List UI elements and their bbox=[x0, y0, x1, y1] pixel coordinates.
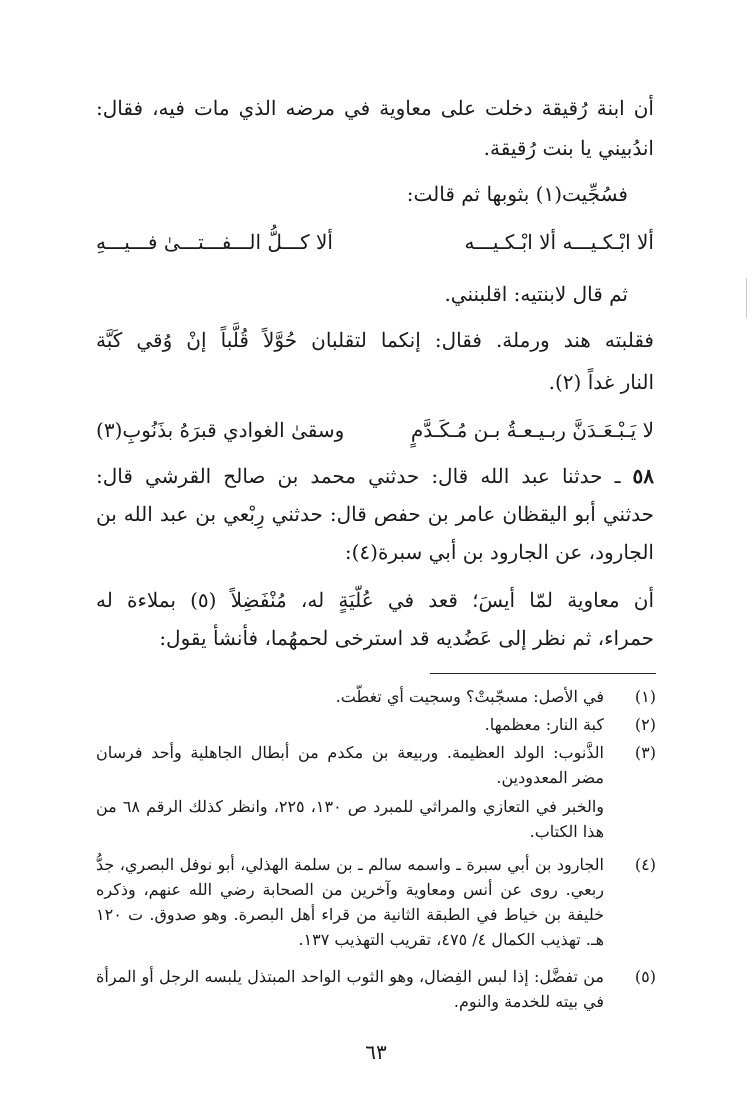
text-line-4: ثم قال لابنتيه: اقلبنني. bbox=[444, 282, 628, 306]
footnote-text: والخبر في التعازي والمراثي للمبرد ص ١٣٠، ٢٢٥، وانظر كذلك الرقم ٦٨ من هذا الكتاب. bbox=[96, 797, 604, 841]
text-line-7: ٥٨ ـ حدثنا عبد الله قال: حدثني محمد بن صالح القرشي قال: bbox=[96, 464, 654, 488]
verse-1-second-hemistich: ألا كـــلُّ الـــفـــتـــىٰ فـــيـــهِ bbox=[96, 230, 333, 254]
footnote-text: كبة النار: معظمها. bbox=[484, 715, 604, 734]
text-line-3: فسُجِّيت(١) بثوبها ثم قالت: bbox=[406, 182, 628, 206]
footnote-text: الذَّنوب: الولد العظيمة. وربيعة بن مكدم من أبطال الجاهلية وأحد فرسان مضر المعدودين. bbox=[96, 743, 604, 787]
footnote-number: (٥) bbox=[634, 967, 656, 986]
verse-1 bbox=[96, 224, 654, 260]
text-line-10: أن معاوية لمّا أيسَ؛ قعد في عُلّيَةٍ له، مُنْفَضِلاً (٥) بملاءة له bbox=[96, 588, 655, 612]
footnote-text: من تفضَّل: إذا لبس الفِضال، وهو الثوب الواحد المبتذل يلبسه الرجل أو المرأة في بيته للخدمة والنوم. bbox=[96, 967, 604, 1011]
footnote-1 bbox=[96, 684, 656, 709]
page-number: ٦٣ bbox=[365, 1040, 387, 1064]
text-line-11: حمراء، ثم نظر إلى عَضُديه قد استرخى لحمهُما، فأنشأ يقول: bbox=[159, 626, 654, 650]
footnote-3 bbox=[96, 740, 656, 844]
footnote-number: (٤) bbox=[634, 855, 656, 874]
text-line-8: حدثني أبو اليقظان عامر بن حفص قال: حدثني رِبْعي بن عبد الله بن bbox=[96, 502, 654, 526]
footnote-number: (٢) bbox=[634, 715, 656, 734]
footnote-4 bbox=[96, 852, 656, 952]
footnote-text: الجارود بن أبي سبرة ـ واسمه سالم ـ بن سلمة الهذلي، أبو نوفل البصري، جدُّ ربعي. روى عن أنس ومعاوية وآخرين من الصحابة رضي الله عنهم، وذكره خليفة بن خياط في الطبقة الثانية من قراء أهل البصرة. وهو صدوق. ت ١٢٠ هـ. تهذيب الكمال ٤/ ٤٧٥، تقريب التهذيب ١٣٧. bbox=[96, 855, 605, 949]
footnote-separator bbox=[430, 673, 656, 674]
verse-2-first-hemistich: لا يَـبْـعَـدَنَّ ربـيـعـةُ بـن مُـكَـدَّمٍ bbox=[410, 418, 654, 442]
text-line-6: النار غداً (٢). bbox=[548, 370, 654, 394]
text-line-5: فقلبته هند ورملة. فقال: إنكما لتقلبان حُوَّلاً قُلَّباً إنْ وُقي كَبَّة bbox=[96, 328, 654, 352]
footnote-text: في الأصل: مسجّبتْ؟ وسجيت أي تغطّت. bbox=[335, 687, 604, 706]
scan-edge-mark bbox=[746, 278, 747, 318]
footnote-2 bbox=[96, 712, 656, 737]
text-line-9: الجارود، عن الجارود بن أبي سبرة(٤): bbox=[344, 540, 654, 564]
hadith-number: ٥٨ bbox=[632, 464, 654, 488]
footnote-number: (٣) bbox=[634, 743, 656, 762]
text-line-1: أن ابنة رُقيقة دخلت على معاوية في مرضه الذي مات فيه، فقال: bbox=[96, 96, 654, 120]
verse-1-first-hemistich: ألا ابْـكـيـــه ألا ابْـكـيـــه bbox=[464, 230, 654, 254]
text-line-2: اندُبيني يا بنت رُقيقة. bbox=[483, 136, 654, 160]
verse-2 bbox=[96, 412, 654, 448]
footnote-number: (١) bbox=[634, 687, 656, 706]
footnote-5 bbox=[96, 964, 656, 1014]
verse-2-second-hemistich: وسقىٰ الغوادي قبرَهُ بذَنُوبِ(٣) bbox=[96, 418, 345, 442]
